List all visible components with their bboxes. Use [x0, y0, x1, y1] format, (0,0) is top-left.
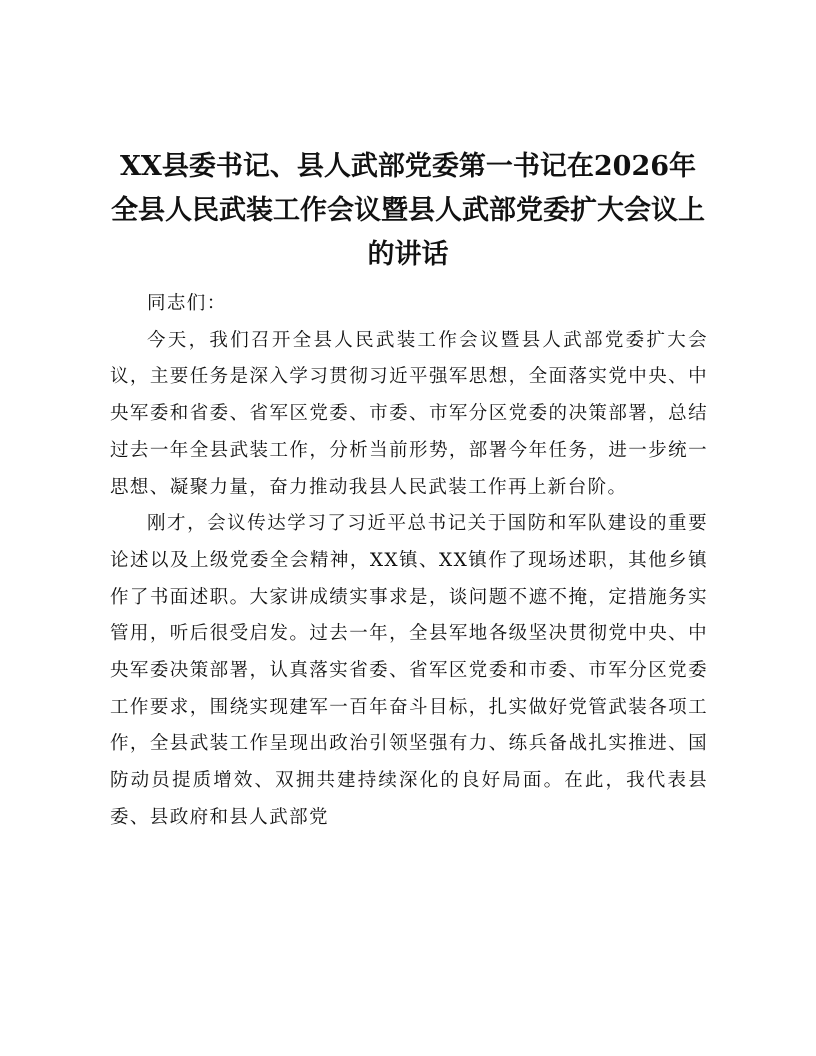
opening-paragraph: 今天，我们召开全县人民武装工作会议暨县人武部党委扩大会议，主要任务是深入学习贯彻习近平强军思想，全面落实党中央、中央军委和省委、省军区党委、市委、市军分区党委的决策部署，总结过去一年全县武装工作，分析当前形势，部署今年任务，进一步统一思想、凝聚力量，奋力推动我县人民武装工作再上新台阶。 [110, 329, 708, 498]
document-body [110, 286, 708, 837]
review-paragraph: 刚才，会议传达学习了习近平总书记关于国防和军队建设的重要论述以及上级党委全会精神，XX镇、XX镇作了现场述职，其他乡镇作了书面述职。大家讲成绩实事求是，谈问题不遮不掩，定措施务实管用，听后很受启发。过去一年，全县军地各级坚决贯彻党中央、中央军委决策部署，认真落实省委、省军区党委和市委、市军分区党委工作要求，围绕实现建军一百年奋斗目标，扎实做好党管武装各项工作，全县武装工作呈现出政治引领坚强有力、练兵备战扎实推进、国防动员提质增效、双拥共建持续深化的良好局面。在此，我代表县委、县政府和县人武部党 [110, 513, 708, 828]
salutation-paragraph: 同志们： [147, 293, 227, 314]
document-title: XX县委书记、县人武部党委第一书记在2026年全县人民武装工作会议暨县人武部党委扩大会议上的讲话 [111, 151, 705, 270]
